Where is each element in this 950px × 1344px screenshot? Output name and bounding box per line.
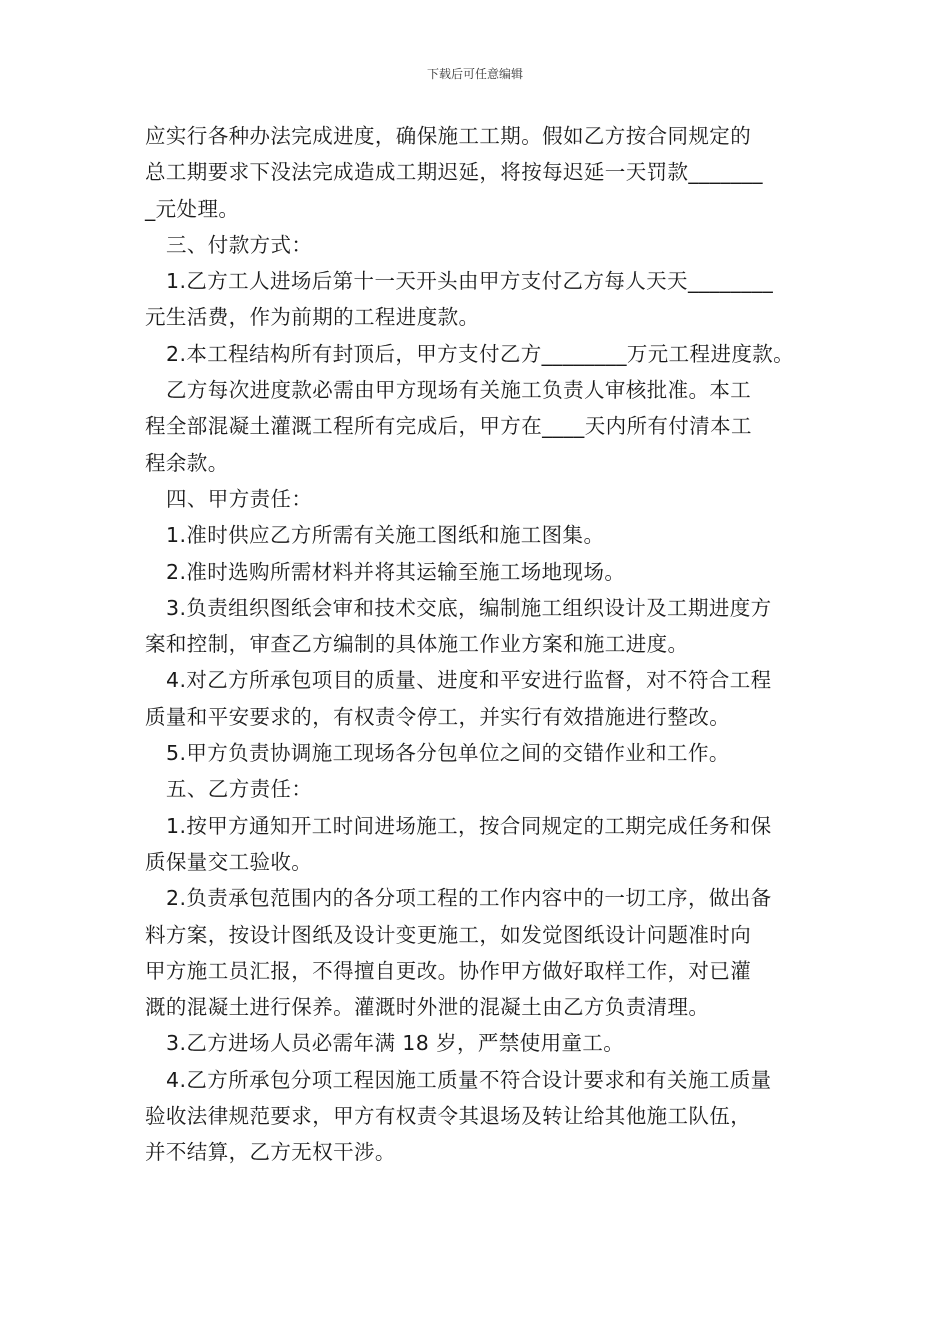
- text-line: 3.负责组织图纸会审和技术交底，编制施工组织设计及工期进度方: [166, 595, 772, 620]
- text-line: 5.甲方负责协调施工现场各分包单位之间的交错作业和工作。: [166, 741, 730, 766]
- text-line: 质量和平安要求的，有权责令停工，并实行有效措施进行整改。: [145, 704, 731, 729]
- text-line: 程余款。: [145, 450, 229, 475]
- text-line: 应实行各种办法完成进度，确保施工工期。假如乙方按合同规定的: [145, 124, 752, 148]
- section-heading-party-b: 五、乙方责任：: [166, 777, 313, 802]
- text-line: 4.乙方所承包分项工程因施工质量不符合设计要求和有关施工质量: [166, 1067, 772, 1092]
- text-line: 2.负责承包范围内的各分项工程的工作内容中的一切工序，做出备: [166, 886, 772, 911]
- page-header: 下载后可任意编辑: [426, 67, 523, 81]
- text-line: 1.按甲方通知开工时间进场施工，按合同规定的工期完成任务和保: [166, 813, 772, 838]
- document-body: [145, 118, 815, 1171]
- text-line: 3.乙方进场人员必需年满 18 岁，严禁使用童工。: [166, 1031, 625, 1056]
- text-line: 料方案，按设计图纸及设计变更施工，如发觉图纸设计问题准时向: [145, 922, 752, 947]
- text-line: 乙方每次进度款必需由甲方现场有关施工负责人审核批准。本工: [166, 378, 752, 403]
- text-line: 总工期要求下没法完成造成工期迟延，将按每迟延一天罚款_______: [145, 160, 763, 185]
- text-line: 2.本工程结构所有封顶后，甲方支付乙方________万元工程进度款。: [166, 341, 795, 366]
- text-line: 溉的混凝土进行保养。灌溉时外泄的混凝土由乙方负责清理。: [145, 995, 710, 1020]
- text-line: 验收法律规范要求，甲方有权责令其退场及转让给其他施工队伍，: [145, 1104, 752, 1129]
- text-line: 甲方施工员汇报，不得擅自更改。协作甲方做好取样工作，对已灌: [145, 958, 752, 983]
- text-line: 案和控制，审查乙方编制的具体施工作业方案和施工进度。: [145, 632, 689, 657]
- text-line: 1.准时供应乙方所需有关施工图纸和施工图集。: [166, 523, 605, 548]
- text-line: 并不结算，乙方无权干涉。: [145, 1140, 396, 1165]
- text-line: 质保量交工验收。: [145, 849, 313, 874]
- text-line: 元生活费，作为前期的工程进度款。: [145, 305, 480, 330]
- text-line: _元处理。: [145, 196, 240, 221]
- text-line: 4.对乙方所承包项目的质量、进度和平安进行监督，对不符合工程: [166, 668, 772, 693]
- text-line: 1.乙方工人进场后第十一天开头由甲方支付乙方每人天天________: [166, 269, 774, 294]
- text-line: 2.准时选购所需材料并将其运输至施工场地现场。: [166, 559, 626, 584]
- section-heading-payment: 三、付款方式：: [166, 232, 313, 257]
- text-line: 程全部混凝土灌溉工程所有完成后，甲方在____天内所有付清本工: [145, 414, 752, 439]
- section-heading-party-a: 四、甲方责任：: [166, 486, 313, 511]
